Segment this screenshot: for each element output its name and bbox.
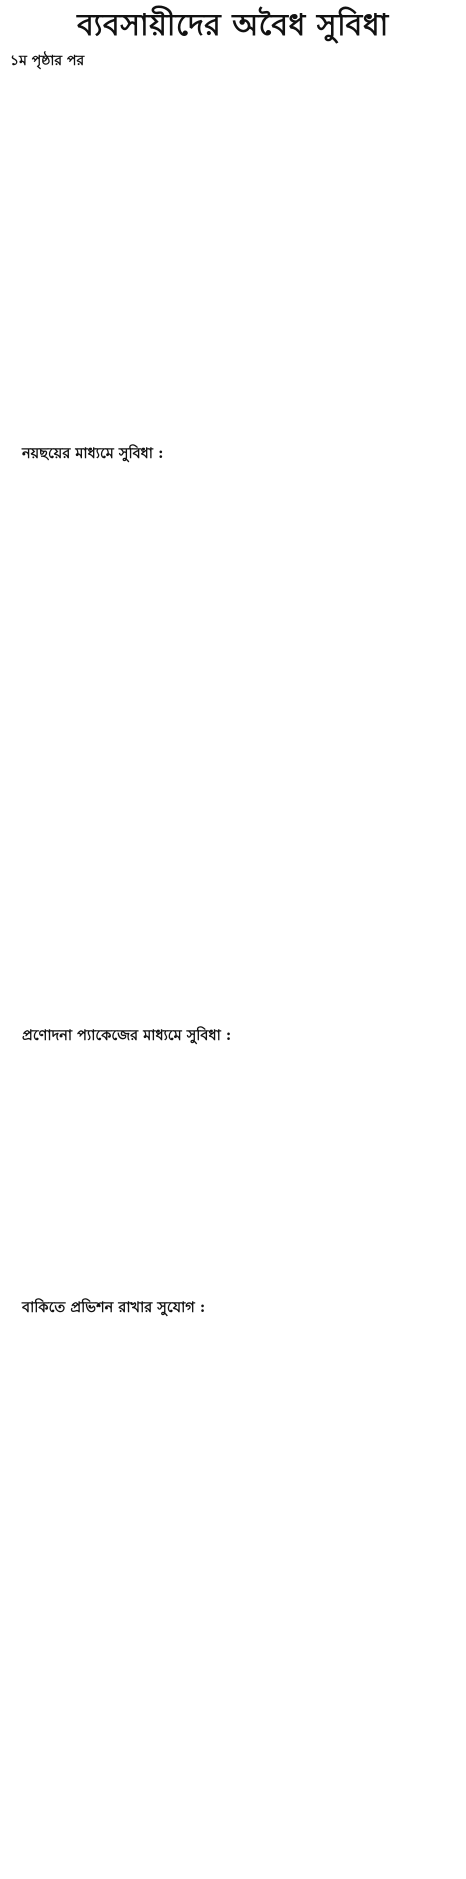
section-heading: বাকিতে প্রভিশন রাখার সুযোগ : bbox=[22, 1299, 206, 1316]
section-paragraph bbox=[10, 444, 456, 465]
section-heading: নয়ছয়ের মাধ্যমে সুবিধা : bbox=[22, 445, 164, 462]
section-noyochhoy bbox=[10, 444, 456, 1026]
section-deferred-provision bbox=[10, 1298, 456, 1748]
headline: ব্যবসায়ীদের অবৈধ সুবিধা bbox=[77, 8, 389, 43]
section-paragraph bbox=[10, 1298, 456, 1319]
intro-section bbox=[10, 72, 456, 444]
continued-from-label: ১ম পৃষ্ঠার পর bbox=[10, 53, 85, 69]
section-heading: প্রণোদনা প্যাকেজের মাধ্যমে সুবিধা : bbox=[22, 1027, 232, 1044]
section-stimulus-package bbox=[10, 1026, 456, 1298]
section-paragraph bbox=[10, 1026, 456, 1047]
closing-section bbox=[10, 1748, 456, 1879]
